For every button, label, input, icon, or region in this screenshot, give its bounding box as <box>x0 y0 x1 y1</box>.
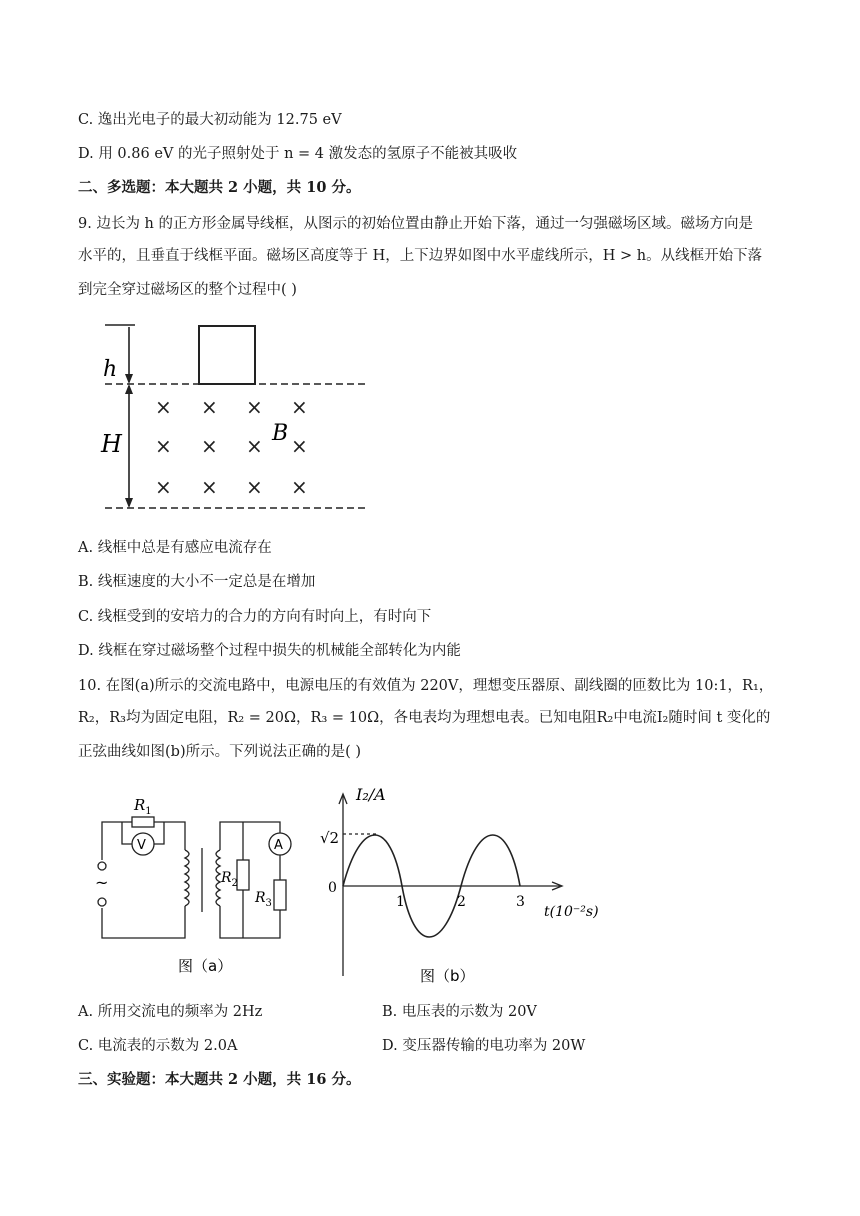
svg-text:×: × <box>155 434 172 458</box>
svg-text:×: × <box>246 395 263 419</box>
q9-stem-line-3: 到完全穿过磁场区的整个过程中( ) <box>78 282 297 298</box>
voltmeter-label: V <box>137 838 146 853</box>
q10-circuit-figure-a <box>90 790 305 980</box>
q9-option-b: B. 线框速度的大小不一定总是在增加 <box>78 574 316 590</box>
q9-option-c: C. 线框受到的安培力的合力的方向有时向上，有时向下 <box>78 609 432 625</box>
ac-source-symbol: ~ <box>95 873 109 892</box>
tick-3: 3 <box>516 894 525 910</box>
svg-text:×: × <box>201 395 218 419</box>
q9-option-d: D. 线框在穿过磁场整个过程中损失的机械能全部转化为内能 <box>78 643 461 659</box>
peak-label: √2 <box>320 829 340 847</box>
svg-text:×: × <box>201 475 218 499</box>
svg-text:×: × <box>155 475 172 499</box>
q9-option-a: A. 线框中总是有感应电流存在 <box>78 540 272 556</box>
svg-text:×: × <box>201 434 218 458</box>
q10-stem-line-2: R₂，R₃均为固定电阻，R₂ = 20Ω，R₃ = 10Ω，各电表均为理想电表。已知电阻R₂中电流I₂随时间 t 变化的 <box>78 710 771 726</box>
square-wire-frame <box>199 326 255 384</box>
r1-label: $R_1$ <box>134 796 152 817</box>
q8-option-c: C. 逸出光电子的最大初动能为 12.75 eV <box>78 112 342 128</box>
ammeter-label: A <box>274 838 283 853</box>
q8-option-d: D. 用 0.86 eV 的光子照射处于 n = 4 激发态的氢原子不能被其吸收 <box>78 146 518 162</box>
q9-stem-line-2: 水平的，且垂直于线框平面。磁场区高度等于 H，上下边界如图中水平虚线所示，H > h。从线框开始下落 <box>78 248 763 264</box>
x-axis-label: t(10⁻²s) <box>544 904 599 920</box>
origin-label: 0 <box>328 880 337 896</box>
q10-option-c: C. 电流表的示数为 2.0A <box>78 1038 238 1054</box>
section-2-heading: 二、多选题：本大题共 2 小题，共 10 分。 <box>78 179 361 196</box>
y-axis-label: I₂/A <box>356 785 386 804</box>
q10-stem-line-3: 正弦曲线如图(b)所示。下列说法正确的是( ) <box>78 744 362 760</box>
svg-text:×: × <box>155 395 172 419</box>
svg-text:×: × <box>246 475 263 499</box>
q9-stem-line-1: 9. 边长为 h 的正方形金属导线框，从图示的初始位置由静止开始下落，通过一匀强磁场区域。磁场方向是 <box>78 216 753 232</box>
field-crosses <box>155 395 308 499</box>
section-3-heading: 三、实验题：本大题共 2 小题，共 16 分。 <box>78 1071 361 1088</box>
tick-1: 1 <box>396 894 405 910</box>
h-label: h <box>103 357 118 382</box>
q10-option-d: D. 变压器传输的电功率为 20W <box>382 1038 586 1054</box>
figure-a-caption: 图（a） <box>178 957 233 975</box>
q9-magnetic-field-figure <box>95 318 375 518</box>
H-label: H <box>101 430 122 458</box>
svg-text:×: × <box>291 395 308 419</box>
r2-label: $R_2$ <box>221 870 238 889</box>
r3-label: $R_3$ <box>255 890 272 909</box>
svg-text:×: × <box>291 434 308 458</box>
tick-2: 2 <box>457 894 466 910</box>
q10-stem-line-1: 10. 在图(a)所示的交流电路中，电源电压的有效值为 220V，理想变压器原、副线圈的匝数比为 10:1，R₁， <box>78 678 774 694</box>
q10-option-b: B. 电压表的示数为 20V <box>382 1004 537 1020</box>
svg-text:×: × <box>291 475 308 499</box>
q10-option-a: A. 所用交流电的频率为 2Hz <box>78 1004 263 1020</box>
svg-text:×: × <box>246 434 263 458</box>
figure-b-caption: 图（b） <box>420 967 475 985</box>
q10-current-graph-figure-b <box>320 778 620 988</box>
B-label: B <box>272 421 289 446</box>
